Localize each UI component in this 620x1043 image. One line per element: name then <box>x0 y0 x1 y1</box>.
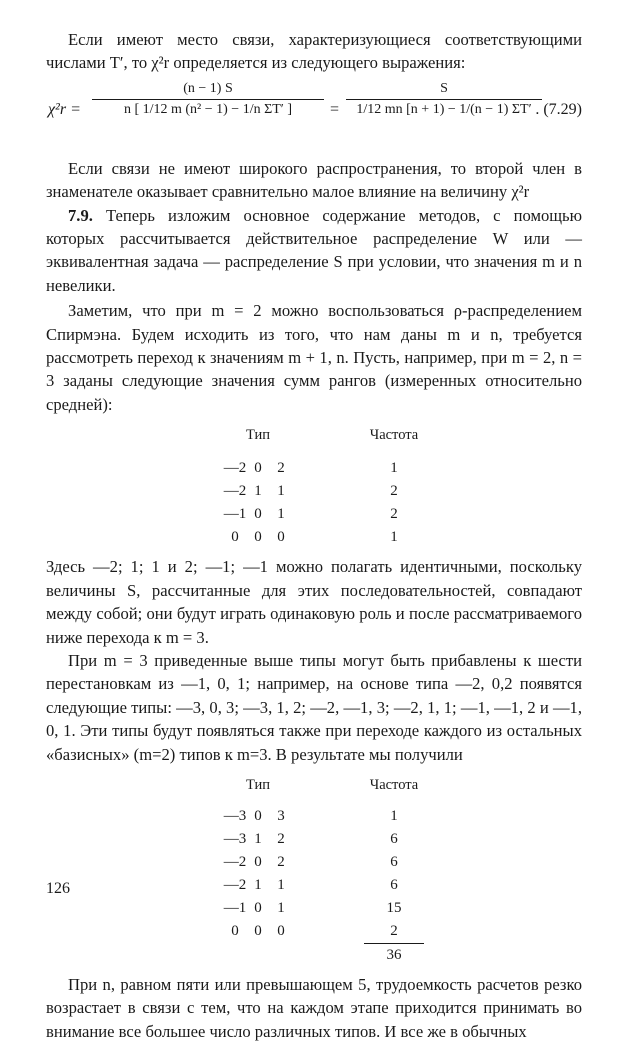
table-m2-header-freq: Частота <box>369 427 419 444</box>
table-m3-header-type: Тип <box>245 776 270 793</box>
table-m2-header-type: Тип <box>245 427 270 444</box>
paragraph-large-n: При n, равном пяти или превышающем 5, трудоемкость расчетов резко возрастает в связи с тем, что на каждом этапе приходится принимать во внимание все большее число различных типов. И все же в обычных <box>46 974 582 1041</box>
table-m3-header-freq: Частота <box>369 776 419 793</box>
paragraph-ties: Если связи не имеют широкого распространения, то второй член в знаменателе оказывает сравнительно малое влияние на величину χ²r <box>46 158 582 202</box>
table-row: —1 0 1 2 <box>223 506 398 523</box>
formula-7-29 <box>46 75 582 157</box>
section-7-9 <box>46 204 582 298</box>
section-label: 7.9. <box>68 205 93 225</box>
table-row: 0 0 0 2 <box>231 922 398 940</box>
table-m2 <box>46 424 582 549</box>
paragraph-intro: Если имеют место связи, характеризующиеся соответствующими числами T′, то χ²r определяется из следующего выражения: <box>46 30 582 73</box>
fraction-2-denominator: 1/12 mn [n + 1) − 1/(n − 1) ΣT′ <box>356 101 532 117</box>
table-m3 <box>46 774 582 967</box>
fraction-1-numerator: (n − 1) S <box>183 80 233 96</box>
table-row: —2 1 1 6 <box>223 876 398 893</box>
formula-lhs: χ²r = <box>48 100 81 118</box>
table-row: —3 1 2 6 <box>223 830 398 847</box>
fraction-1-denominator: n [ 1/12 m (n² − 1) − 1/n ΣT′ ] <box>123 101 293 117</box>
page-number: 126 <box>46 880 70 897</box>
table-m3-total: 36 <box>364 943 424 967</box>
table-row: —2 0 2 6 <box>223 853 398 870</box>
paragraph-spearman: Заметим, что при m = 2 можно воспользоваться ρ-распределением Спирмэна. Будем исходить из того, что нам даны m и n, требуется рассмотреть переход к значениям m + 1, n. Пусть, например, при m = 2, n = 3 заданы следующие значения сумм рангов (измеренных относительно средней): <box>46 301 582 414</box>
page-body <box>46 28 582 1043</box>
section-text: Теперь изложим основное содержание методов, с помощью которых рассчитывается действительное распределение W или — эквивалентная задача — распределение S при условии, что значения m и n невелики. <box>46 205 582 295</box>
paragraph-identical: Здесь —2; 1; 1 и 2; —1; —1 можно полагать идентичными, поскольку величины S, рассчитанные для этих последовательностей, совпадают между собой; они будут играть одинаковую роль и после рассматриваемого ниже перехода к m = 3. <box>46 557 582 647</box>
fraction-1 <box>92 81 324 118</box>
table-row: —3 0 3 1 <box>223 807 398 824</box>
fraction-2-numerator: S <box>440 80 448 96</box>
table-total-row <box>222 943 424 967</box>
equation-number: . (7.29) <box>535 100 582 118</box>
table-row: —2 1 1 2 <box>223 483 398 500</box>
table-row: 0 0 0 1 <box>231 529 398 546</box>
table-row: —1 0 1 15 <box>223 899 402 916</box>
table-row: —2 0 2 1 <box>223 460 398 477</box>
paragraph-m3: При m = 3 приведенные выше типы могут быть прибавлены к шести перестановкам из —1, 0, 1; например, на основе типа —2, 0,2 появятся следующие типы: —3, 0, 3; —3, 1, 2; —2, —1, 3; —2, 1, 1; —1, —1, 2 и —1, 0, 1. Эти типы будут появляться также при переходе каждого из остальных «базисных» (m=2) типов к m=3. В результате мы получили <box>46 650 582 764</box>
formula-equals: = <box>330 100 340 118</box>
fraction-2 <box>346 81 542 118</box>
